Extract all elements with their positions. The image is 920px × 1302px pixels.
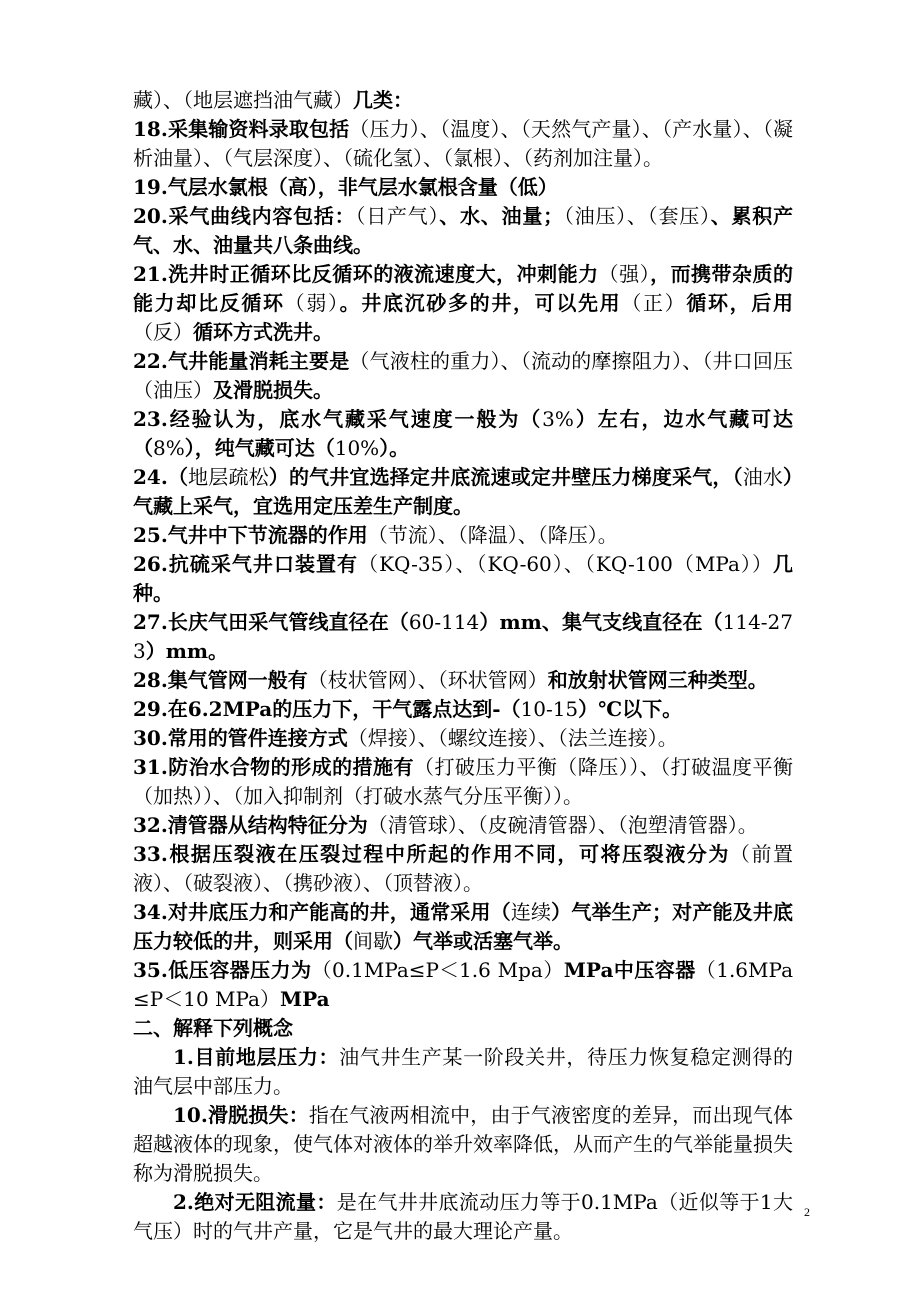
text-segment: （节流）、（降温）、（降压）。 xyxy=(367,523,618,547)
text-segment: 二、解释下列概念 xyxy=(133,1016,293,1040)
paragraph-p25 xyxy=(133,521,793,550)
text-segment: （强） xyxy=(598,262,651,286)
text-segment: 几类： xyxy=(353,88,413,112)
text-segment: （KQ-35）、（KQ-60）、（KQ-100（MPa）） xyxy=(358,552,773,576)
paragraph-section2 xyxy=(133,1014,793,1043)
text-segment: 3% xyxy=(542,407,574,431)
text-segment: 油气井生产某一阶段关井，待压力恢复稳定测得的油气层中部压力。 xyxy=(133,1045,793,1098)
text-segment: （反） xyxy=(133,320,193,344)
paragraph-p0 xyxy=(133,86,793,115)
text-segment: 1.目前地层压力： xyxy=(173,1045,340,1069)
text-segment: 是在气井井底流动压力等于0.1MPa（近似等于1大气压）时的气井产量，它是气井的最大理论产量。 xyxy=(133,1190,793,1243)
text-segment: （1.6MPa≤P＜10 MPa） xyxy=(133,958,793,1011)
text-segment: （清管球）、（皮碗清管器）、（泡塑清管器）。 xyxy=(367,813,758,837)
text-segment: 油水 xyxy=(742,465,784,489)
text-segment: ）的气井宜选择定井底流速或定井壁压力梯度采气，（ xyxy=(268,465,743,489)
text-segment: MPa xyxy=(279,987,330,1011)
text-segment: 31.防治水合物的形成的措施有 xyxy=(133,755,414,779)
text-segment: ）左右，边水气藏可达（ xyxy=(133,407,794,460)
paragraph-p21 xyxy=(133,260,793,347)
text-segment: 28.集气管网一般有 xyxy=(133,668,308,692)
text-segment: 24.（ xyxy=(133,465,189,489)
text-segment: MPa中压容器 xyxy=(563,958,696,982)
text-segment: 10% xyxy=(334,436,380,460)
text-segment: 8% xyxy=(153,436,185,460)
text-segment: 32.清管器从结构特征分为 xyxy=(133,813,368,837)
paragraph-p27 xyxy=(133,608,793,666)
text-segment: （弱） xyxy=(284,291,340,315)
paragraph-p23 xyxy=(133,405,793,463)
text-segment: 34.对井底压力和产能高的井，通常采用（ xyxy=(133,900,511,924)
text-segment: 19.气层水氯根（高），非气层水氯根含量（低） xyxy=(133,175,558,199)
paragraph-p31 xyxy=(133,753,793,811)
text-segment: ）气藏上采气，宜选用定压差生产制度。 xyxy=(133,465,794,518)
paragraph-p32 xyxy=(133,811,793,840)
text-segment: （前置液）、（破裂液）、（携砂液）、（顶替液）。 xyxy=(133,842,794,895)
paragraph-p20 xyxy=(133,202,793,260)
paragraph-p29 xyxy=(133,695,793,724)
paragraph-p34 xyxy=(133,898,793,956)
text-segment: 21.洗井时正循环比反循环的液流速度大，冲刺能力 xyxy=(133,262,599,286)
text-segment: 30.常用的管件连接方式 xyxy=(133,726,348,750)
text-segment: 25.气井中下节流器的作用 xyxy=(133,523,368,547)
document-body xyxy=(133,86,793,1246)
text-segment: 藏）、（地层遮挡油气藏） xyxy=(133,88,353,112)
text-segment: ）。 xyxy=(379,436,410,460)
text-segment: （打破压力平衡（降压））、（打破温度平衡（加热））、（加入抑制剂（打破水蒸气分压平衡））。 xyxy=(133,755,794,808)
text-segment: ）mm、集气支线直径在（ xyxy=(479,610,723,634)
paragraph-p28 xyxy=(133,666,793,695)
text-segment: （正） xyxy=(621,291,687,315)
text-segment: 指在气液两相流中，由于气液密度的差异，而出现气体超越液体的现象，使气体对液体的举升效率降低，从而产生的气举能量损失称为滑脱损失。 xyxy=(133,1103,794,1185)
text-segment: （焊接）、（螺纹连接）、（法兰连接）。 xyxy=(347,726,678,750)
paragraph-p33 xyxy=(133,840,793,898)
text-segment: 18.采集输资料录取包括 xyxy=(133,117,350,141)
text-segment: ）mm。 xyxy=(145,639,229,663)
text-segment: 连续 xyxy=(510,900,552,924)
paragraph-p35 xyxy=(133,956,793,1014)
text-segment: ），纯气藏可达（ xyxy=(184,436,335,460)
text-segment: 33.根据压裂液在压裂过程中所起的作用不同，可将压裂液分为 xyxy=(133,842,730,866)
text-segment: 地层疏松 xyxy=(188,465,269,489)
text-segment: 22.气井能量消耗主要是 xyxy=(133,349,350,373)
text-segment: 10.滑脱损失： xyxy=(173,1103,309,1127)
text-segment: 35.低压容器压力为 xyxy=(133,958,312,982)
text-segment: 循环，后用 xyxy=(686,291,794,315)
text-segment: 27.长庆气田采气管线直径在（ xyxy=(133,610,409,634)
text-segment: 。井底沉砂多的井，可以先用 xyxy=(339,291,622,315)
paragraph-p24 xyxy=(133,463,793,521)
text-segment: ）气举或活塞气举。 xyxy=(393,929,573,953)
text-segment: 及滑脱损失。 xyxy=(213,378,333,402)
text-segment: （日产气） xyxy=(355,204,440,228)
text-segment: 几种。 xyxy=(133,552,793,605)
paragraph-p19 xyxy=(133,173,793,202)
paragraph-def1 xyxy=(133,1043,793,1101)
text-segment: 26.抗硫采气井口装置有 xyxy=(133,552,359,576)
text-segment: 10-15 xyxy=(520,697,579,721)
text-segment: 29.在6.2MPa的压力下，干气露点达到-（ xyxy=(133,697,521,721)
text-segment: （气液柱的重力）、（流动的摩擦阻力）、（井口回压（油压） xyxy=(133,349,794,402)
paragraph-p22 xyxy=(133,347,793,405)
text-segment: ，而携带杂质的能力却比反循环 xyxy=(133,262,794,315)
text-segment: （压力）、（温度）、（天然气产量）、（产水量）、（凝析油量）、（气层深度）、（硫化氢）、（氯根）、（药剂加注量）。 xyxy=(133,117,794,170)
text-segment: （0.1MPa≤P＜1.6 Mpa） xyxy=(311,958,564,982)
text-segment: 循环方式洗井。 xyxy=(193,320,333,344)
text-segment: 、累积产气、水、油量共八条曲线。 xyxy=(133,204,794,257)
text-segment: 23.经验认为，底水气藏采气速度一般为（ xyxy=(133,407,543,431)
text-segment: 间歇 xyxy=(353,929,393,953)
text-segment: （枝状管网）、（环状管网） xyxy=(307,668,548,692)
paragraph-p26 xyxy=(133,550,793,608)
paragraph-p30 xyxy=(133,724,793,753)
text-segment: 和放射状管网三种类型。 xyxy=(547,668,768,692)
text-segment: （油压）、（套压） xyxy=(563,204,711,228)
text-segment: 、水、油量； xyxy=(439,204,564,228)
text-segment: 2.绝对无阻流量： xyxy=(173,1190,337,1214)
text-segment: 114-273 xyxy=(133,610,794,663)
text-segment: 60-114 xyxy=(408,610,480,634)
text-segment: 20.采气曲线内容包括： xyxy=(133,204,356,228)
paragraph-p18 xyxy=(133,115,793,173)
text-segment: ）℃以下。 xyxy=(578,697,683,721)
page-number: 2 xyxy=(804,1205,810,1219)
paragraph-def10 xyxy=(133,1101,793,1188)
paragraph-def2 xyxy=(133,1188,793,1246)
text-segment: ）气举生产；对产能及井底压力较低的井，则采用（ xyxy=(133,900,794,953)
